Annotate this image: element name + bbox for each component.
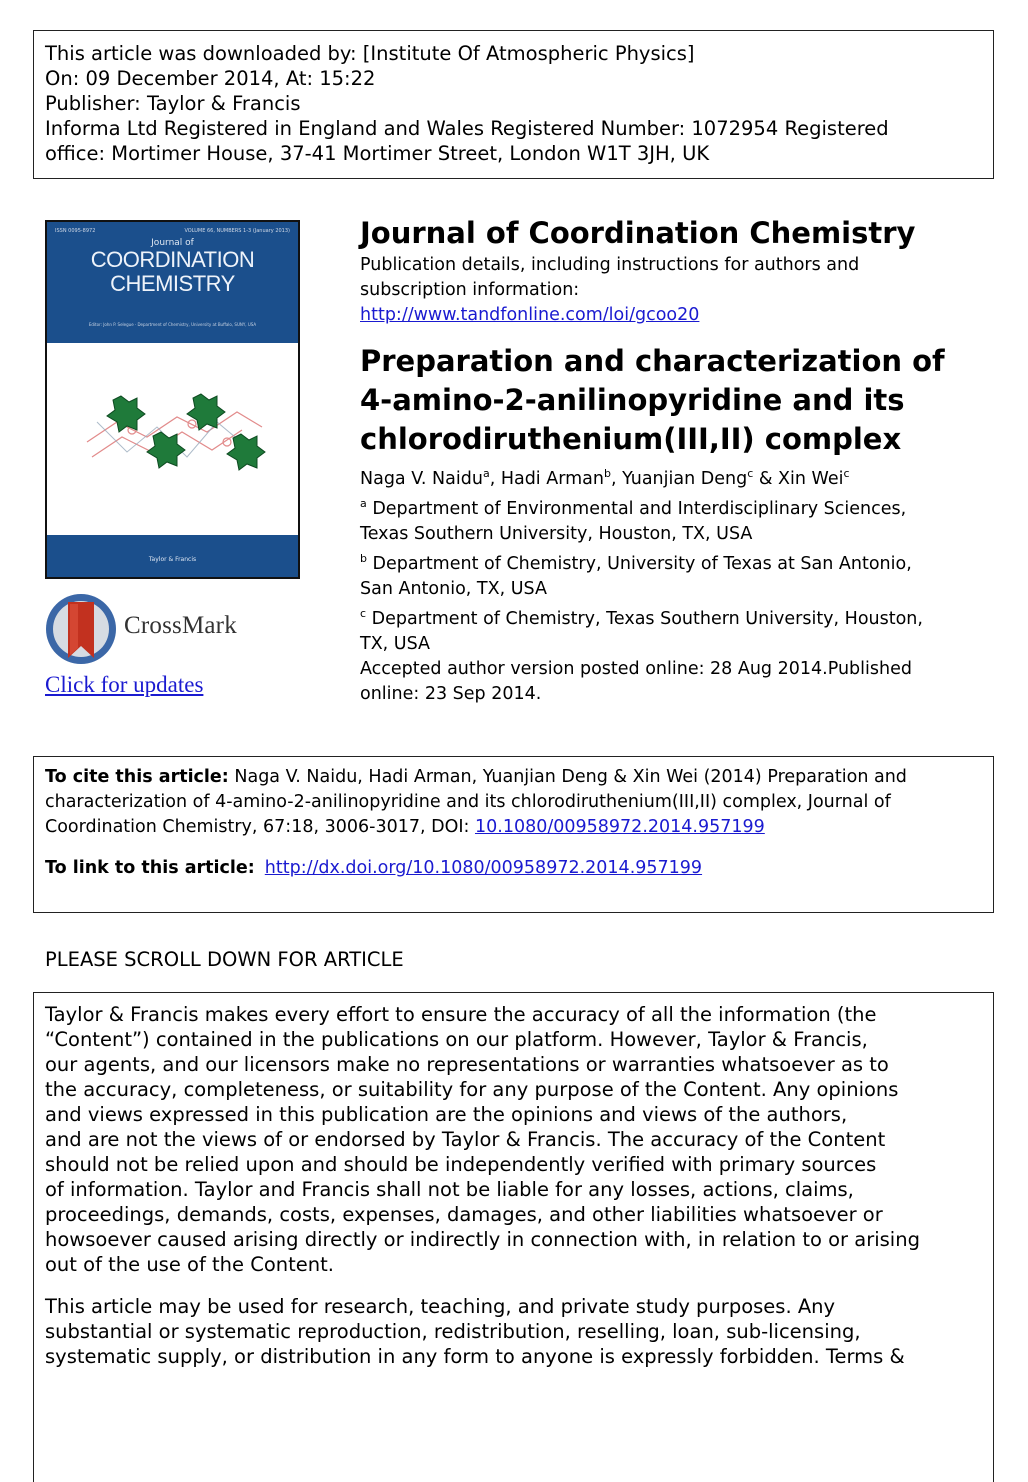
- article-doi-url-link[interactable]: http://dx.doi.org/10.1080/00958972.2014.957199: [264, 858, 703, 878]
- disclaimer-paragraph-2: This article may be used for research, teaching, and private study purposes. Any substantial or systematic reproduction, redistribution, reselling, loan, sub-licensing, systematic supply, or distribution in any form to anyone is expressly forbidden. Terms &: [45, 1295, 905, 1368]
- article-title: [360, 342, 990, 459]
- download-info-box: [33, 30, 994, 179]
- download-line-1: This article was downloaded by: [Institute Of Atmospheric Physics]: [45, 42, 695, 65]
- doi-link[interactable]: 10.1080/00958972.2014.957199: [474, 817, 765, 837]
- author-naidu[interactable]: Naga V. Naidu: [360, 469, 483, 489]
- publication-details: [360, 253, 990, 328]
- cover-volume: VOLUME 66, NUMBERS 1-3 (January 2013): [184, 228, 290, 234]
- affiliation-a: $^a$ Department of Environmental and Interdisciplinary Sciences, Texas Southern University, Houston, TX, USA: [360, 497, 907, 544]
- citation-text: To cite this article: Naga V. Naidu, Hadi Arman, Yuanjian Deng & Xin Wei (2014) Preparation and characterization of 4-amino-2-anilinopyridine and its chlorodiruthenium(III,II) complex, Journal of Coordination Chemistry, 67:18, 3006-3017, DOI: 10.1080/00958972.2014.957199: [45, 767, 907, 837]
- download-line-4: Informa Ltd Registered in England and Wales Registered Number: 1072954 Registered: [45, 117, 889, 140]
- cover-editor: Editor: John P. Selegue · Department of Chemistry, University at Buffalo, SUNY, USA: [88, 322, 257, 327]
- cite-label: To cite this article:: [45, 767, 229, 787]
- download-line-3: Publisher: Taylor & Francis: [45, 92, 301, 115]
- journal-title: Journal of Coordination Chemistry: [360, 216, 916, 250]
- click-for-updates-link[interactable]: Click for updates: [45, 672, 204, 697]
- article-title-line-3: chlorodiruthenium(III,II) complex: [360, 422, 902, 456]
- cover-top-band: [47, 222, 298, 343]
- cover-journal-of: Journal of: [151, 238, 194, 248]
- article-title-line-1: Preparation and characterization of: [360, 344, 945, 378]
- cover-issn: ISSN 0095-8972: [55, 228, 96, 234]
- article-info: [360, 216, 990, 707]
- cover-title: [47, 248, 298, 296]
- scroll-note: PLEASE SCROLL DOWN FOR ARTICLE: [45, 948, 404, 971]
- cover-title-line-2: CHEMISTRY: [110, 271, 235, 296]
- link-to-article: [45, 856, 982, 881]
- accepted-line-1: Accepted author version posted online: 28 Aug 2014.Published: [360, 659, 912, 679]
- cover-bottom-band: [47, 535, 298, 577]
- cover-publisher: Taylor & Francis: [148, 556, 197, 563]
- article-title-line-2: 4-amino-2-anilinopyridine and its: [360, 383, 905, 417]
- crossmark-label: CrossMark: [124, 612, 237, 639]
- download-line-2: On: 09 December 2014, At: 15:22: [45, 67, 376, 90]
- journal-cover-image: [45, 220, 300, 579]
- accepted-line-2: online: 23 Sep 2014.: [360, 684, 542, 704]
- crossmark-icon: [44, 592, 120, 666]
- pub-details-line-1: Publication details, including instructions for authors and: [360, 255, 860, 275]
- affiliation-c: $^c$ Department of Chemistry, Texas Southern University, Houston, TX, USA: [360, 607, 923, 654]
- author-wei[interactable]: & Xin Wei: [753, 469, 844, 489]
- disclaimer-paragraph-1: Taylor & Francis makes every effort to ensure the accuracy of all the information (the “Content”) contained in the publications on our platform. However, Taylor & Francis, our agents, and our licensors make no representations or warranties whatsoever as to the accuracy, completeness, or suitability for any purpose of the Content. Any opinions and views expressed in this publication are the opinions and views of the authors, and are not the views of or endorsed by Taylor & Francis. The accuracy of the Content should not be relied upon and should be independently verified with primary sources of information. Taylor and Francis shall not be liable for any losses, actions, claims, proceedings, demands, costs, expenses, damages, and other liabilities whatsoever or howsoever caused arising directly or indirectly in connection with, in relation to or arising out of the use of the Content.: [45, 1003, 920, 1276]
- molecule-illustration: [77, 382, 272, 492]
- publication-dates: [360, 657, 990, 707]
- author-list: Naga V. Naidu$^a$, Hadi Arman$^b$, Yuanjian Deng$^c$ & Xin Wei$^c$: [360, 467, 850, 489]
- author-arman[interactable]: , Hadi Arman: [489, 469, 604, 489]
- disclaimer-box: [33, 992, 994, 1482]
- citation-box: [33, 756, 994, 913]
- journal-url-link[interactable]: http://www.tandfonline.com/loi/gcoo20: [360, 305, 700, 325]
- link-label: To link to this article:: [45, 858, 255, 878]
- crossmark-badge[interactable]: [44, 592, 274, 666]
- download-line-5: office: Mortimer House, 37-41 Mortimer Street, London W1T 3JH, UK: [45, 142, 710, 165]
- affiliation-b: $^b$ Department of Chemistry, University of Texas at San Antonio, San Antonio, TX, USA: [360, 552, 912, 599]
- author-deng[interactable]: , Yuanjian Deng: [610, 469, 748, 489]
- cover-title-line-1: COORDINATION: [90, 247, 255, 272]
- pub-details-line-2: subscription information:: [360, 280, 580, 300]
